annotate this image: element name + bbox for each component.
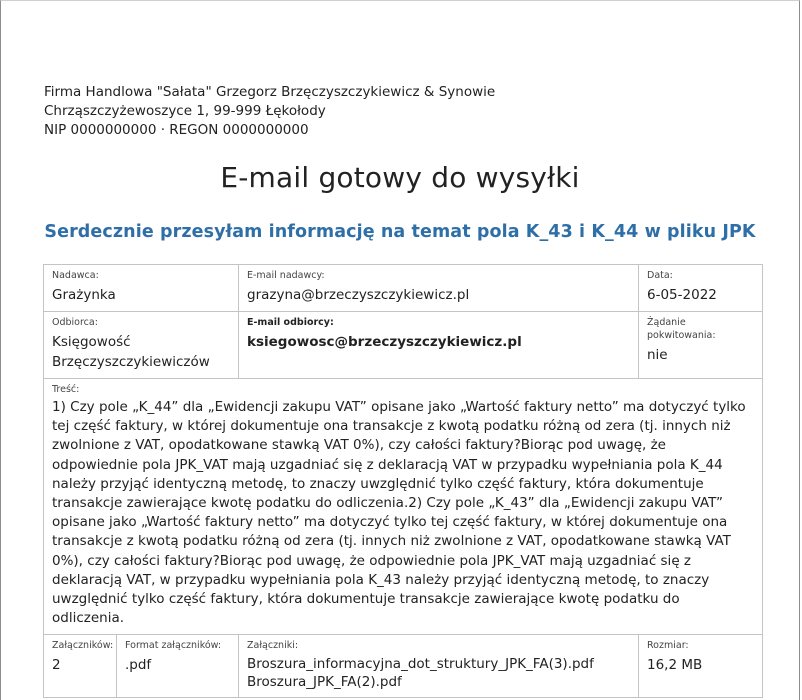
attachment-size-label: Rozmiar: xyxy=(647,640,689,652)
sender-row xyxy=(44,265,763,312)
company-tax-ids: NIP 0000000000 · REGON 0000000000 xyxy=(44,122,309,138)
recipient-value: Księgowość Brzęczyszczykiewiczów xyxy=(52,334,210,370)
recipient-email-cell xyxy=(239,312,639,379)
recipient-row xyxy=(44,312,763,379)
sender-cell xyxy=(44,265,239,312)
attachment-file[interactable]: Broszura_JPK_FA(2).pdf xyxy=(247,674,402,691)
sender-email-label: E-mail nadawcy: xyxy=(247,270,325,281)
sender-label: Nadawca: xyxy=(52,270,99,281)
date-value: 6-05-2022 xyxy=(647,287,717,303)
content-label: Treść: xyxy=(52,384,80,395)
attachment-count-cell xyxy=(44,635,117,698)
attachment-files-label: Załączniki: xyxy=(247,640,299,652)
attachments-row xyxy=(44,635,763,698)
receipt-value: nie xyxy=(647,347,668,363)
attachment-file[interactable]: Broszura_informacyjna_dot_struktury_JPK_FA(3).pdf xyxy=(247,656,594,673)
attachment-size-cell xyxy=(639,635,763,698)
date-cell xyxy=(639,265,763,312)
content-row xyxy=(44,379,763,635)
attachment-format: .pdf xyxy=(125,657,152,674)
email-subject: Serdecznie przesyłam informację na temat pola K_43 i K_44 w pliku JPK xyxy=(44,222,756,242)
attachment-format-cell xyxy=(117,635,239,698)
recipient-cell xyxy=(44,312,239,379)
receipt-cell xyxy=(639,312,763,379)
attachment-files-cell xyxy=(239,635,639,698)
email-body: 1) Czy pole „K_44” dla „Ewidencji zakupu VAT” opisane jako „Wartość faktury netto” ma dotyczyć tylko tej część faktury, w której dokumentuje ona transakcje z kwotą podatku różną od zera (tj. innych niż zwolnione z VAT, opodatkowane stawką VAT 0%), czy całości faktury?Biorąc pod uwagę, że odpowiednie pola JPK_VAT mają uzgadniać się z deklaracją VAT w przypadku wypełniania pola K_44 należy przyjąć identyczną metodę, to znaczy uwzględnić tylko część faktury, która dokumentuje transakcje zawierające kwotę podatku do odliczenia.2) Czy pole „K_43” dla „Ewidencji zakupu VAT” opisane jako „Wartość faktury netto” ma dotyczyć tylko tej część faktury, w której dokumentuje ona transakcje z kwotą podatku różną od zera (tj. innych niż zwolnione z VAT, opodatkowane stawką VAT 0%), czy całości faktury?Biorąc pod uwagę, że odpowiednie pola JPK_VAT mają uzgadniać się z deklaracją VAT, w przypadku wypełniania pola K_43 należy przyjąć identyczną metodę, to znaczy uwzględnić tylko część faktury, która dokumentuje transakcje zawierające kwotę podatku do odliczenia. xyxy=(52,399,746,627)
attachment-file-list xyxy=(247,655,630,691)
attachment-format-label: Format załączników: xyxy=(125,640,222,652)
recipient-email: ksiegowosc@brzeczyszczykiewicz.pl xyxy=(247,334,522,350)
email-details-table xyxy=(43,264,763,698)
company-header xyxy=(44,83,495,140)
attachment-count-label: Załączników: xyxy=(52,640,114,652)
attachment-count: 2 xyxy=(52,657,61,674)
content-cell xyxy=(44,379,763,635)
recipient-label: Odbiorca: xyxy=(52,317,98,328)
attachment-size: 16,2 MB xyxy=(647,657,703,674)
sender-email-cell xyxy=(239,265,639,312)
page-title: E-mail gotowy do wysyłki xyxy=(220,161,580,194)
sender-email: grazyna@brzeczyszczykiewicz.pl xyxy=(247,287,470,303)
company-address: Chrząszczyżewoszyce 1, 99-999 Łękołody xyxy=(44,103,326,119)
sender-value: Grażynka xyxy=(52,287,116,303)
recipient-email-label: E-mail odbiorcy: xyxy=(247,317,334,328)
company-name: Firma Handlowa "Sałata" Grzegorz Brzęczyszczykiewicz & Synowie xyxy=(44,84,496,100)
date-label: Data: xyxy=(647,270,673,281)
receipt-label: Żądanie pokwitowania: xyxy=(647,317,716,341)
